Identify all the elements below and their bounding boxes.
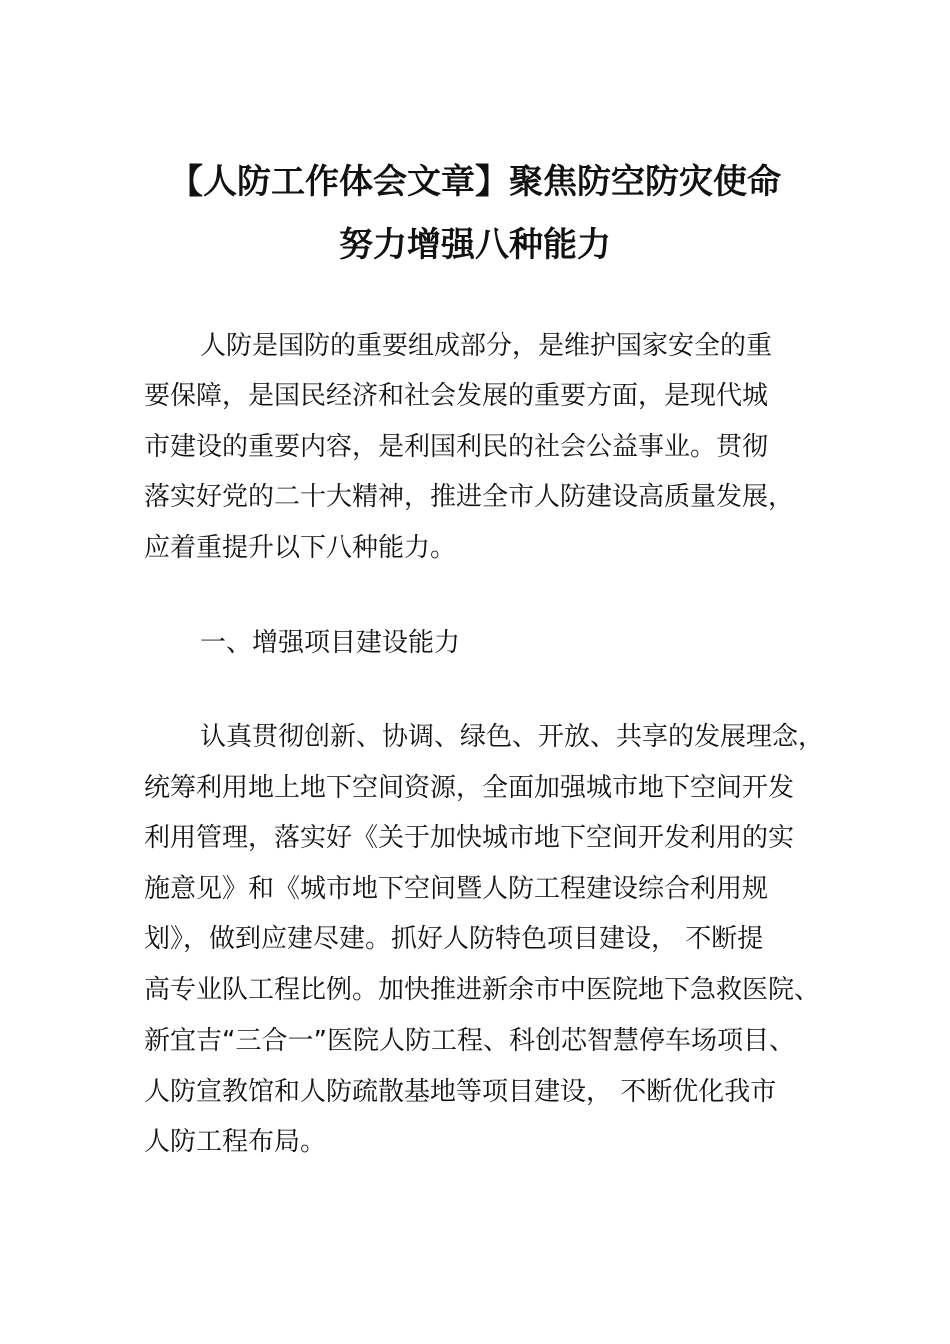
paragraph-2-line-3: 利用管理，落实好《关于加快城市地下空间开发利用的实 [144,823,795,853]
paragraph-2-line-2: 统筹利用地上地下空间资源，全面加强城市地下空间开发 [144,773,795,803]
document-title-line-2: 努力增强八种能力 [339,225,611,265]
paragraph-1-line-4: 落实好党的二十大精神，推进全市人防建设高质量发展， [144,482,795,512]
paragraph-2-line-8: 人防宣教馆和人防疏散基地等项目建设， 不断优化我市 [144,1077,777,1107]
paragraph-1-line-3: 市建设的重要内容，是利国利民的社会公益事业。贯彻 [144,432,769,462]
paragraph-2-line-5: 划》，做到应建尽建。抓好人防特色项目建设， 不断提 [144,924,764,954]
section-1-heading: 一、增强项目建设能力 [200,628,461,658]
paragraph-2-line-9: 人防工程布局。 [144,1127,327,1157]
paragraph-2-line-1: 认真贯彻创新、协调、绿色、开放、共享的发展理念， [200,722,825,752]
paragraph-2-line-7: 新宜吉“三合一”医院人防工程、科创芯智慧停车场项目、 [144,1026,795,1056]
paragraph-1-line-1: 人防是国防的重要组成部分，是维护国家安全的重 [200,331,773,361]
paragraph-1-line-5: 应着重提升以下八种能力。 [144,533,457,563]
document-title-line-1: 【人防工作体会文章】聚焦防空防灾使命 [169,162,781,202]
paragraph-1-line-2: 要保障，是国民经济和社会发展的重要方面，是现代城 [144,381,769,411]
paragraph-2-line-4: 施意见》和《城市地下空间暨人防工程建设综合利用规 [144,874,769,904]
paragraph-2-line-6: 高专业队工程比例。加快推进新余市中医院地下急救医院、 [144,975,821,1005]
